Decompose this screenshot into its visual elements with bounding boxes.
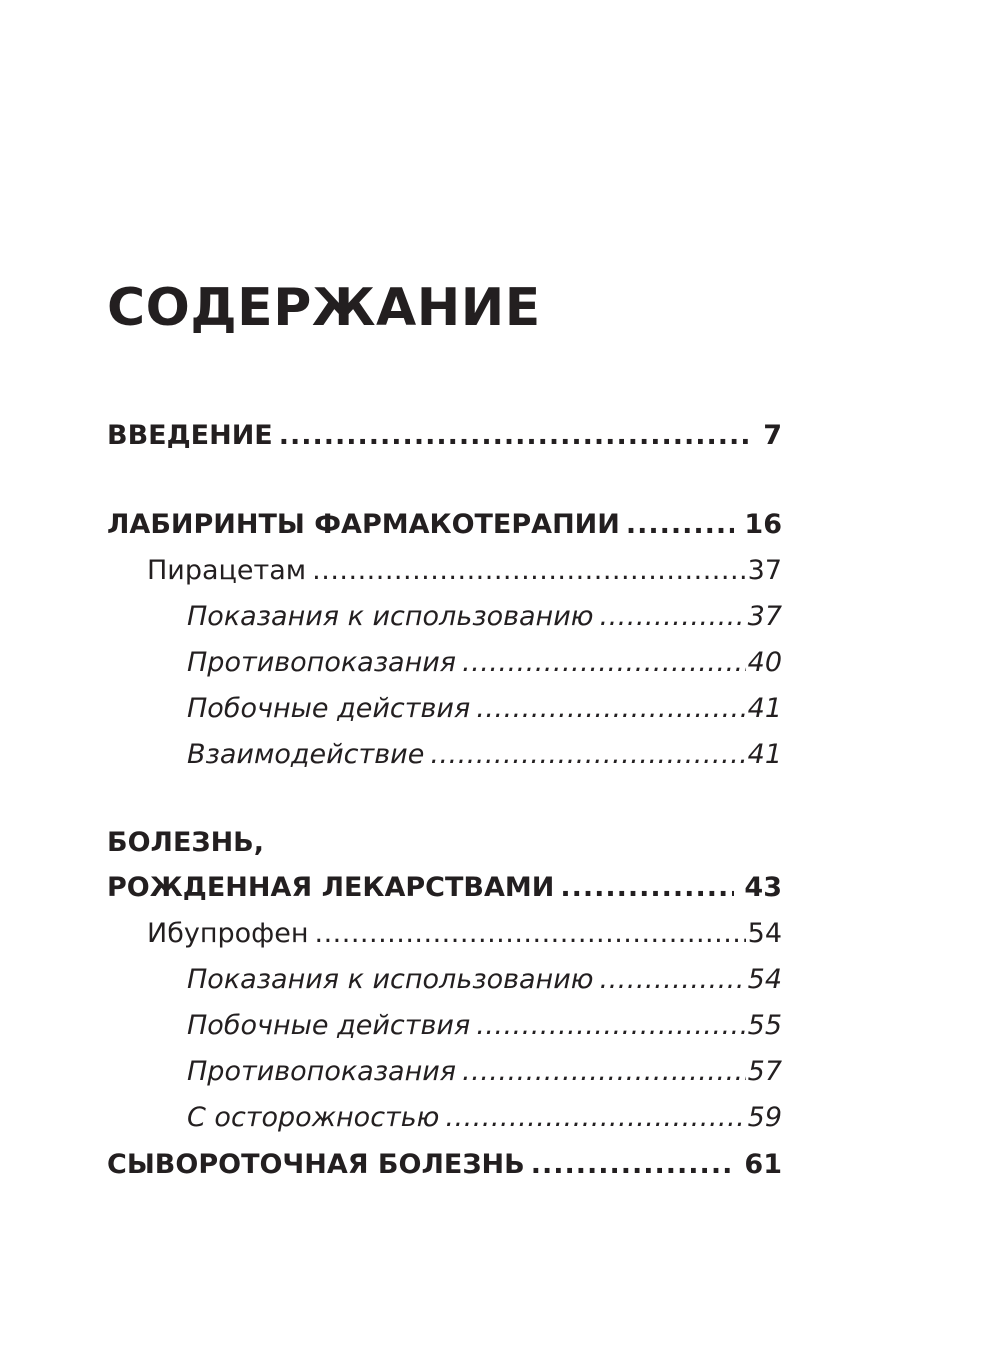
- toc-entry-piracetam-side-effects[interactable]: [187, 689, 782, 729]
- toc-entry-page: 55: [747, 1010, 782, 1041]
- toc-entry-label: Показания к использованию: [187, 964, 594, 995]
- toc-entry-ibuprofen-caution[interactable]: [187, 1098, 782, 1138]
- toc-entry-page: 57: [747, 1056, 782, 1087]
- toc-entry-label: С осторожностью: [187, 1102, 440, 1133]
- toc-entry-ibuprofen-indications[interactable]: [187, 960, 782, 1000]
- dot-leader: [430, 735, 745, 775]
- toc-entry-label: Ибупрофен: [147, 918, 309, 949]
- dot-leader: [462, 643, 746, 683]
- toc-entry-page: 43: [744, 872, 782, 903]
- toc-entry-disease[interactable]: [107, 868, 782, 908]
- dot-leader: [560, 868, 734, 908]
- toc-entry-piracetam-contraindications[interactable]: [187, 643, 782, 683]
- toc-entry-disease-line1: БОЛЕЗНЬ,: [107, 827, 265, 858]
- dot-leader: [312, 551, 745, 591]
- toc-entry-page: 40: [747, 647, 782, 678]
- dot-leader: [600, 597, 746, 637]
- toc-entry-page: 7: [763, 420, 782, 451]
- toc-entry-page: 59: [747, 1102, 782, 1133]
- toc-entry-page: 37: [747, 601, 782, 632]
- toc-entry-label: Побочные действия: [187, 1010, 471, 1041]
- toc-entry-label: ВВЕДЕНИЕ: [107, 420, 273, 451]
- toc-entry-page: 37: [747, 555, 782, 586]
- toc-entry-label: Показания к использованию: [187, 601, 594, 632]
- toc-entry-label: Пирацетам: [147, 555, 307, 586]
- dot-leader: [462, 1052, 746, 1092]
- dot-leader: [600, 960, 746, 1000]
- toc-entry-label: Противопоказания: [187, 647, 457, 678]
- toc-entry-page: 16: [744, 509, 782, 540]
- toc-entry-ibuprofen-contraindications[interactable]: [187, 1052, 782, 1092]
- toc-entry-label: Взаимодействие: [187, 739, 425, 770]
- dot-leader: [315, 914, 746, 954]
- toc-entry-labyrinths[interactable]: [107, 505, 782, 545]
- toc-entry-page: 54: [747, 964, 782, 995]
- toc-entry-ibuprofen-side-effects[interactable]: [187, 1006, 782, 1046]
- dot-leader: [626, 505, 735, 545]
- dot-leader: [476, 689, 745, 729]
- toc-entry-piracetam[interactable]: [147, 551, 782, 591]
- dot-leader: [445, 1098, 745, 1138]
- toc-entry-ibuprofen[interactable]: [147, 914, 782, 954]
- toc-entry-page: 41: [747, 739, 782, 770]
- toc-entry-label: РОЖДЕННАЯ ЛЕКАРСТВАМИ: [107, 872, 555, 903]
- toc-entry-intro[interactable]: [107, 416, 782, 456]
- toc-entry-serum[interactable]: [107, 1145, 782, 1185]
- toc-entry-page: 41: [747, 693, 782, 724]
- toc-entry-page: 54: [747, 918, 782, 949]
- toc-entry-piracetam-interaction[interactable]: [187, 735, 782, 775]
- toc-entry-piracetam-indications[interactable]: [187, 597, 782, 637]
- toc-entry-label: Побочные действия: [187, 693, 471, 724]
- dot-leader: [476, 1006, 745, 1046]
- toc-entry-label: СЫВОРОТОЧНАЯ БОЛЕЗНЬ: [107, 1149, 525, 1180]
- toc-entry-label: ЛАБИРИНТЫ ФАРМАКОТЕРАПИИ: [107, 509, 620, 540]
- page-title: СОДЕРЖАНИЕ: [107, 278, 541, 338]
- dot-leader: [531, 1145, 735, 1185]
- dot-leader: [279, 416, 753, 456]
- toc-entry-label: Противопоказания: [187, 1056, 457, 1087]
- toc-entry-page: 61: [744, 1149, 782, 1180]
